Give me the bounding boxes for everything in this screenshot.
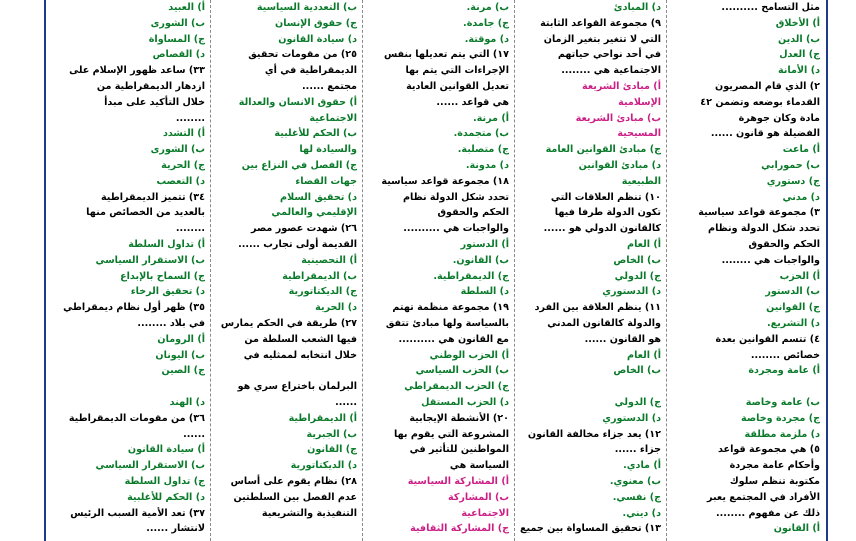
question-line: والواجبات هي ........ [721, 254, 820, 266]
answer-option: د) القصاص [152, 49, 205, 61]
question-line: السياسة هي [449, 460, 509, 472]
question-line: بالعديد من الخصائص منها [86, 207, 205, 219]
answer-option: د) التعصب [156, 175, 205, 187]
question-line: المشروعة التي يقوم بها [393, 428, 509, 440]
answer-option: ج) المشاركة الثقافية [410, 523, 509, 535]
answer-option: د) المبادئ [613, 2, 661, 13]
answer-option: د) الحكم للأغلبية [127, 491, 205, 503]
answer-option: ب) الخاص [613, 254, 661, 266]
question-line: تحدد شكل الدولة نظام [403, 191, 509, 203]
right-border [826, 0, 828, 541]
answer-option: ب) الشورى [150, 17, 205, 29]
answer-option: ج) مبادئ القوانين العامة [545, 144, 661, 156]
answer-option: أ) الحزب [779, 270, 820, 282]
answer-option: د) مبادئ القوانين [578, 159, 661, 171]
question-line: ١١) ينظم العلاقة بين الفرد [534, 302, 661, 314]
question-line: ١٧) التي يتم تعديلها بنفس [383, 49, 509, 61]
question-line: في بلاد ........ [137, 317, 205, 329]
question-line [516, 379, 665, 395]
question-line: الفضيلة هو قانون ...... [710, 128, 820, 140]
answer-option: ب) المشاركة [448, 491, 509, 503]
question-line: ٥) هي مجموعة قواعد [718, 444, 820, 456]
answer-option: أ) تداول السلطة [128, 238, 205, 250]
answer-option: ج) دستوري [766, 175, 820, 187]
question-line: الاجتماعية هي ........ [561, 65, 661, 77]
answer-option: أ) مرنة. [473, 112, 509, 124]
answer-option: أ) سيادة القانون [127, 444, 205, 456]
question-line: المواطنين للتأثير في [409, 444, 509, 456]
answer-option: ج) الدولي [614, 270, 661, 282]
answer-option: ج) حقوق الإنسان [275, 17, 357, 29]
question-column-5 [48, 0, 209, 541]
answer-option: ج) الحزب الديمقراطي [404, 381, 509, 393]
question-line: تحدد شكل الدولة ونظام [708, 223, 820, 235]
answer-option: ب) حمورابي [761, 159, 820, 171]
answer-option: ب) معنوي. [609, 475, 661, 487]
answer-option: د) التشريع. [767, 317, 820, 329]
question-line: ........ [175, 112, 205, 124]
question-line: ٢) الذي قام المصريون [715, 80, 820, 92]
question-column-4 [212, 0, 361, 541]
question-line: لانتشار ...... [146, 523, 205, 535]
question-line: ١٩) مجموعة منظمة تهتم [392, 302, 509, 314]
answer-option: د) ديني. [622, 507, 661, 519]
answer-option: أ) الديمقراطية [288, 412, 357, 424]
answer-option: ب) عامة وخاصة [745, 396, 820, 408]
answer-option: د) الهند [169, 396, 205, 408]
answer-option: ج) الحرية [161, 159, 205, 171]
question-line: مع القانون هي .......... [398, 333, 509, 345]
answer-option: ج) السماح بالإبداع [120, 270, 205, 282]
answer-option: ب) اليونان [155, 349, 205, 361]
question-line: الحكم والحقوق [437, 207, 509, 219]
answer-option: ب) التعددية السياسية [256, 2, 357, 13]
question-column-1 [668, 0, 824, 541]
question-line: مكتوبة تنظم سلوك [729, 475, 820, 487]
answer-option: د) ملزمة مطلقة [744, 428, 820, 440]
answer-option: د) تحقيق الرخاء [130, 286, 205, 298]
answer-option: ب) متجمدة. [453, 128, 509, 140]
answer-option: د) الديكتاتورية [290, 460, 357, 472]
answer-option: ج) الدولي [614, 396, 661, 408]
answer-option: ج) العدل [779, 49, 820, 61]
question-line: ذلك عن مفهوم ........ [715, 507, 820, 519]
answer-option: د) الحزب المستقل [421, 396, 509, 408]
answer-option: ب) الحزب السياسي [415, 365, 509, 377]
question-line: خلال التأكيد على مبدأ [104, 96, 205, 108]
question-line: جزاء ...... [614, 444, 661, 456]
question-line: ٢٨) نظام يقوم على أساس [230, 475, 357, 487]
answer-option: ج) جامدة. [463, 17, 509, 29]
answer-option: ج) الديمقراطية. [433, 270, 509, 282]
answer-option: أ) الدستور [460, 238, 509, 250]
answer-option: أ) مبادئ الشريعة [582, 80, 661, 92]
answer-option: الاجتماعية [461, 507, 509, 519]
question-line: ٣٧) تعد الأمية السبب الرئيس [70, 507, 205, 519]
question-line: الحكم والحقوق [748, 238, 820, 250]
answer-option: أ) الحزب الوطني [429, 349, 509, 361]
question-line: ٣٥) ظهر أول نظام ديمقراطي [63, 302, 205, 314]
question-line: والواجبات هي .......... [403, 223, 509, 235]
answer-option: ج) تداول السلطة [124, 475, 205, 487]
question-line: ٤) تتسم القوانين بعدة [715, 333, 820, 345]
answer-option: ب) مبادئ الشريعة [575, 112, 661, 124]
column-divider [210, 0, 211, 541]
answer-option: ج) الصين [161, 365, 205, 377]
question-line [668, 379, 824, 395]
answer-option: ب) الحكم للأغلبية [274, 128, 357, 140]
question-line: تعديل القوانين العادية [406, 80, 509, 92]
question-line: ازدهار الديمقراطية من [96, 80, 205, 92]
answer-option: أ) التحصينية [301, 254, 357, 266]
question-line: مادة وكان جوهرة [738, 112, 820, 124]
answer-option: المسيحية [617, 128, 661, 140]
answer-option: ج) الديكتاتورية [288, 286, 357, 298]
question-line: خصائص ........ [750, 349, 820, 361]
answer-option: د) موقتة. [464, 33, 509, 45]
question-line: خلال انتخابه لممثليه في [243, 349, 357, 361]
answer-option: الإقليمي والعالمي [271, 207, 357, 219]
answer-option: والسيادة لها [299, 144, 357, 156]
question-line: ٢٥) من مقومات تحقيق [248, 49, 357, 61]
question-line: ١٨) مجموعة قواعد سياسية [381, 175, 509, 187]
answer-option: ج) القانون [307, 444, 357, 456]
question-line: مثل التسامح .......... [721, 2, 820, 13]
question-line: الإجراءات التي يتم بها [405, 65, 509, 77]
answer-option: أ) التشدد [162, 128, 205, 140]
answer-option: ب) الدستور [765, 286, 820, 298]
answer-option: ج) المساواة [148, 33, 205, 45]
answer-option: د) الدستوري [602, 286, 661, 298]
answer-option: ب) مرنة. [466, 2, 509, 13]
question-line [212, 521, 361, 537]
question-line: ٩) مجموعة القواعد الثابتة [540, 17, 661, 29]
answer-option: جهات القضاء [295, 175, 357, 187]
question-line [48, 379, 209, 395]
question-line: فيها الشعب السلطة من [244, 333, 357, 345]
answer-option: أ) مادي. [623, 460, 661, 472]
answer-option: ب) الخاص [613, 365, 661, 377]
answer-option: ب) الشورى [150, 144, 205, 156]
question-line: ٣٤) تتميز الديمقراطية [100, 191, 205, 203]
question-line: ١٠) تنظم العلاقات التي [550, 191, 661, 203]
question-line: هي قواعد ...... [436, 96, 509, 108]
question-line: ٣٣) ساعد ظهور الإسلام على [69, 65, 205, 77]
question-line: القديمة أولى تجارب ...... [238, 238, 357, 250]
column-divider [514, 0, 515, 541]
answer-option: أ) الرومان [157, 333, 205, 345]
question-line: ........ [175, 223, 205, 235]
answer-option: أ) عامة ومجردة [748, 365, 820, 377]
question-line: الديمقراطية في أي [264, 65, 357, 77]
answer-option: أ) حقوق الانسان والعدالة [238, 96, 357, 108]
question-line: مجتمع ...... [302, 80, 357, 92]
answer-option: أ) العام [627, 349, 661, 361]
question-line: البرلمان باختراع سري هو [237, 381, 357, 393]
question-line: في أحد نواحي حياتهم [557, 49, 661, 61]
column-divider [666, 0, 667, 541]
answer-option: د) الدستوري [602, 412, 661, 424]
question-column-3 [364, 0, 513, 541]
answer-option: ج) نفسي. [612, 491, 661, 503]
answer-option: الطبيعية [621, 175, 661, 187]
answer-option: د) سيادة القانون [278, 33, 357, 45]
question-line: التنفيذية والتشريعية [261, 507, 357, 519]
question-line: هو القانون ...... [584, 333, 661, 345]
question-column-2 [516, 0, 665, 541]
question-line: ...... [335, 396, 357, 408]
question-line: ٣) مجموعة قواعد سياسية [698, 207, 820, 219]
answer-option: أ) الأخلاق [775, 17, 820, 29]
question-line: ٢٠) الأنشطة الإيجابية [409, 412, 509, 424]
question-line: ...... [183, 428, 205, 440]
answer-option: أ) القانون [773, 523, 820, 535]
answer-option: أ) العام [627, 238, 661, 250]
answer-option: ب) الجبرية [306, 428, 357, 440]
question-line: ١٣) تحقيق المساواة بين جميع [519, 523, 661, 535]
question-line: ٣٦) من مقومات الديمقراطية [68, 412, 205, 424]
answer-option: ب) الاستقرار السياسي [95, 254, 205, 266]
question-line: تكون الدولة طرفا فيها [554, 207, 661, 219]
question-line: التي لا تتغير بتغير الزمان [543, 33, 661, 45]
answer-option: أ) العبيد [168, 2, 205, 13]
answer-option: ب) الاستقرار السياسي [95, 460, 205, 472]
answer-option: أ) ماعت [782, 144, 820, 156]
answer-option: الاجتماعية [309, 112, 357, 124]
column-divider [362, 0, 363, 541]
question-line: ١٢) يعد جزاء مخالفة القانون [527, 428, 661, 440]
answer-option: ب) القانون. [452, 254, 509, 266]
answer-option: ج) القوانين [766, 302, 820, 314]
question-line: والدولة كالقانون المدني [547, 317, 661, 329]
answer-option: د) الأمانة [777, 65, 820, 77]
answer-option: د) تحقيق السلام [280, 191, 357, 203]
left-border [44, 0, 46, 541]
question-line: الأفراد في المجتمع يعبر [707, 491, 820, 503]
answer-option: الإسلامية [618, 96, 661, 108]
answer-option: ب) الديمقراطية [282, 270, 357, 282]
question-line: القدماء بوضعه وتضمن ٤٢ [700, 96, 820, 108]
answer-option: ج) الفصل في النزاع بين [241, 159, 357, 171]
question-line: عدم الفصل بين السلطتين [233, 491, 357, 503]
answer-option: د) مدونة. [465, 159, 509, 171]
question-line: بالسياسة ولها مبادئ تتفق [385, 317, 509, 329]
question-line: كالقانون الدولي هو ...... [543, 223, 661, 235]
answer-option: د) الحرية [315, 302, 357, 314]
answer-option: ج) متصلبة. [457, 144, 509, 156]
question-line: وأحكام عامة مجردة [729, 460, 820, 472]
question-line [212, 363, 361, 379]
answer-option: أ) المشاركة السياسية [407, 475, 509, 487]
answer-option: ب) الدين [777, 33, 820, 45]
answer-option: د) السلطة [460, 286, 509, 298]
answer-option: د) مدني [782, 191, 820, 203]
answer-option: ج) مجردة وخاصة [741, 412, 820, 424]
question-line: ٢٧) طريقة في الحكم يمارس [220, 317, 357, 329]
question-line: ٢٦) شهدت عصور مصر [251, 223, 357, 235]
